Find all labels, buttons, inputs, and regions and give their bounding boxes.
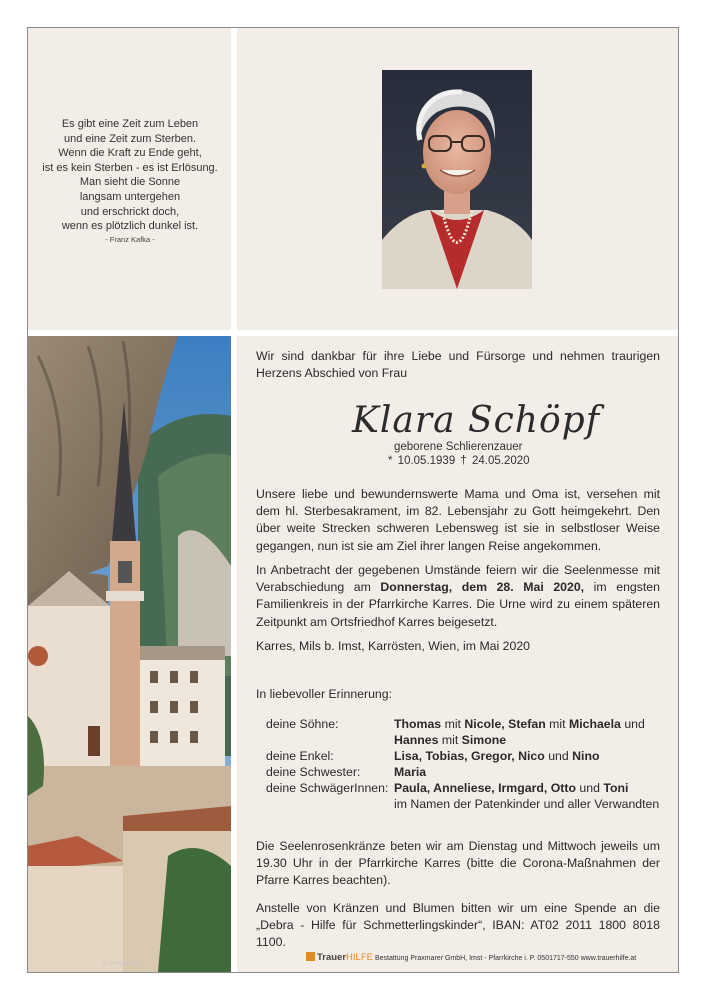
son-name: Nicole, Stefan [464, 717, 546, 731]
quote-line: Es gibt eine Zeit zum Leben [61, 118, 199, 130]
mass-text-before: In Anbetracht der gegebenen Umstände feiern wir die Seelenmesse mit Verabschiedung am [256, 563, 660, 595]
quote-line: und eine Zeit zum Sterben. [63, 132, 197, 145]
footer-logo [317, 952, 373, 963]
connector: und [620, 717, 645, 731]
connector: und [544, 749, 573, 763]
connector: mit [441, 717, 465, 731]
partner-name: Michaela [568, 717, 621, 731]
kafka-quote [30, 117, 230, 246]
deceased-name: Klara Schöpf [352, 400, 601, 441]
godchildren-line: im Namen der Patenkinder und aller Verwandten [394, 797, 660, 811]
inlaws [394, 780, 628, 796]
son-name: Hannes [394, 733, 439, 747]
life-paragraph: Unsere liebe und bewundernswerte Mama und Oma ist, versehen mit dem hl. Sterbesakrament, im 82. Lebensjahr zu Gott heimgekehrt. Den über weite Strecken schweren Lebensweg ist sie in selbstloser Weise gegangen, nun ist sie am Ziel ihrer langen Reise angekommen. [256, 487, 660, 553]
connector: mit [438, 733, 462, 747]
sons-line-2 [394, 732, 506, 748]
sons-label: deine Söhne: [266, 717, 339, 731]
inlaws-names: Paula, Anneliese, Irmgard, Otto [394, 781, 576, 795]
logo-text-b: HILFE [346, 952, 373, 963]
sister [394, 764, 426, 780]
remembrance-heading: In liebevoller Erinnerung: [256, 687, 393, 701]
rosary-paragraph: Die Seelenrosenkränze beten wir am Dienstag und Mittwoch jeweils um 19.30 Uhr in der Pfarrkirche Karres (bitte die Corona-Maßnahmen der Pfarre Karres beachten). [256, 839, 660, 888]
mass-date: Donnerstag, dem 28. Mai 2020, [380, 580, 585, 595]
quote-line: langsam untergehen [79, 190, 181, 203]
mass-text-after: im engsten Familienkreis in der Pfarrkirche Karres. Die Urne wird zu einem späteren Zeitpunkt am Ortsfriedhof Karres beigesetzt. [256, 580, 660, 629]
grandchildren-label: deine Enkel: [266, 749, 334, 763]
donation-paragraph: Anstelle von Kränzen und Blumen bitten wir um eine Spende an die „Debra - Hilfe für Schmetterlingskinder“, IBAN: AT02 2011 1800 8018 1100. [256, 901, 660, 950]
inlaw-name: Toni [603, 781, 629, 795]
quote-line: und erschrickt doch, [80, 205, 180, 218]
footer [306, 952, 636, 963]
connector: und [576, 781, 604, 795]
portrait-photo [382, 70, 532, 289]
son-name: Thomas [394, 717, 442, 731]
mass-paragraph [256, 562, 660, 631]
trauerhilfe-logo-icon [306, 952, 315, 961]
sister-name: Maria [394, 765, 427, 779]
footer-info: Bestattung Praxmarer GmbH, Imst - Pfarrkirche i. P. 0501717-550 www.trauerhilfe.at [374, 955, 637, 962]
connector: mit [545, 717, 569, 731]
grandchild-name: Nino [572, 749, 600, 763]
quote-line: wenn es plötzlich dunkel ist. [61, 220, 199, 233]
grandchildren-names: Lisa, Tobias, Gregor, Nico [394, 749, 545, 763]
inlaws-label: deine SchwägerInnen: [266, 781, 389, 795]
quote-line: ist es kein Sterben - es ist Erlösung. [42, 161, 218, 174]
sons-line-1 [394, 716, 645, 732]
place-date: Karres, Mils b. Imst, Karrösten, Wien, im Mai 2020 [256, 639, 531, 653]
grandchildren [394, 748, 599, 764]
quote-line: Wenn die Kraft zu Ende geht, [58, 147, 202, 160]
partner-name: Simone [461, 733, 507, 747]
quote-author: - Franz Kafka - [105, 234, 155, 244]
sister-label: deine Schwester: [266, 765, 361, 779]
image-credit: © shutterstock [102, 961, 141, 967]
quote-line: Man sieht die Sonne [79, 176, 181, 189]
life-dates: * 10.05.1939 † 24.05.2020 [388, 455, 530, 467]
birth-name: geborene Schlierenzauer [394, 441, 523, 453]
logo-text-a: Trauer [317, 952, 347, 963]
church-cliff-image [28, 336, 231, 972]
intro-text: Wir sind dankbar für ihre Liebe und Fürsorge und nehmen traurigen Herzens Abschied von Frau [256, 349, 660, 381]
